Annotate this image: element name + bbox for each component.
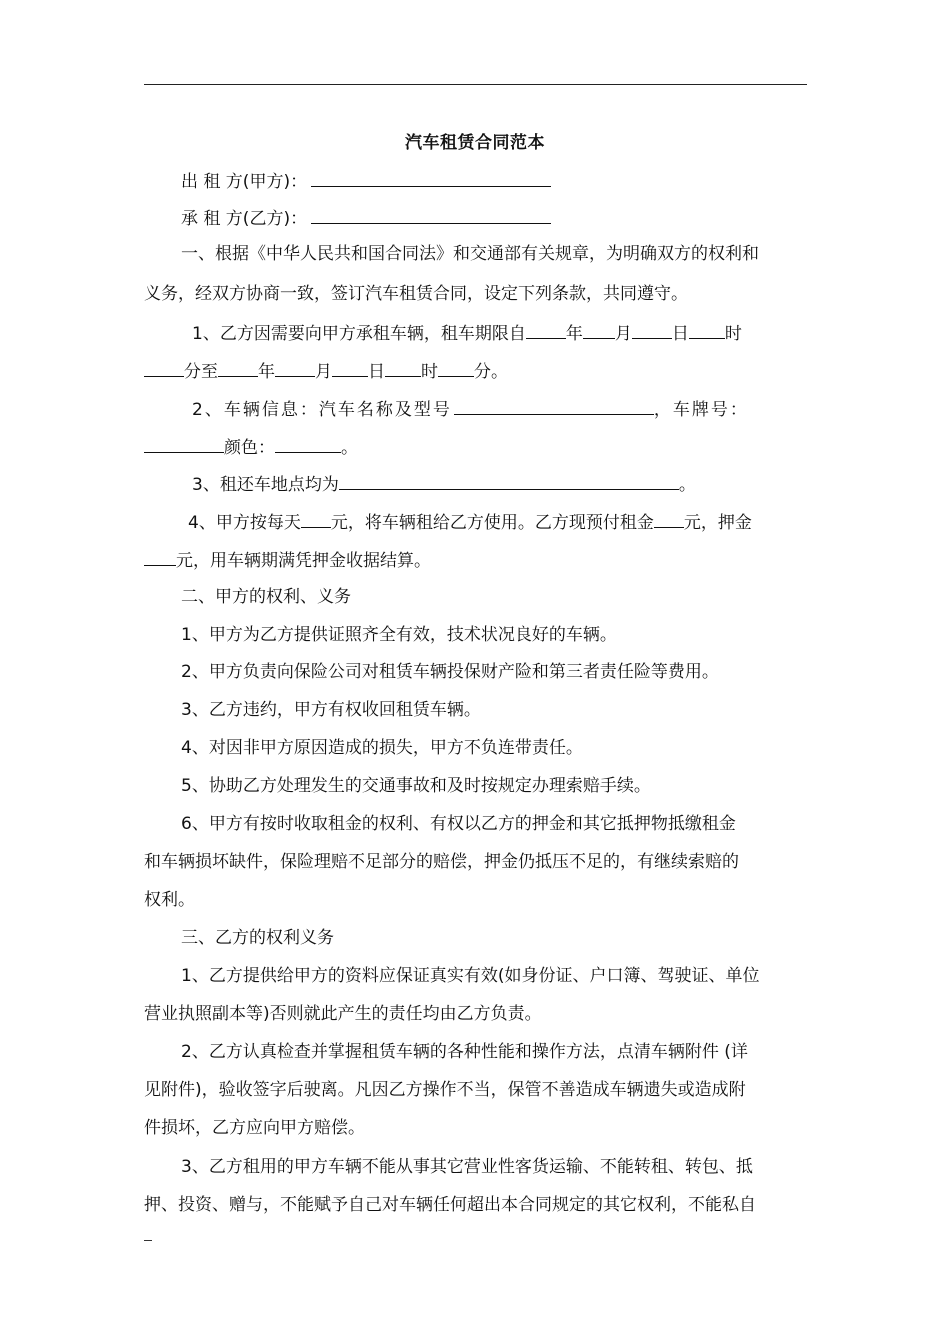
location-blank — [339, 471, 679, 490]
plate-label: ，车牌号： — [653, 400, 749, 420]
lessor-line — [181, 168, 844, 194]
lessor-blank — [311, 168, 551, 187]
section2-item-6-line-2: 和车辆损坏缺件，保险理赔不足部分的赔偿，押金仍抵压不足的，有继续索赔的 — [144, 852, 739, 872]
clause2-text: 2、车辆信息：汽车名称及型号 — [192, 400, 452, 420]
clause3-end: 。 — [678, 475, 696, 495]
end-month-label: 月 — [315, 362, 332, 382]
end-day-label: 日 — [368, 362, 385, 382]
end-year-label: 年 — [258, 362, 275, 382]
footer-mark — [144, 1240, 152, 1241]
section3-item-2-line-3: 件损坏，乙方应向甲方赔偿。 — [144, 1118, 365, 1138]
section2-item-4: 4、对因非甲方原因造成的损失，甲方不负连带责任。 — [181, 738, 583, 758]
section3-item-3-line-2: 押、投资、赠与，不能赋予自己对车辆任何超出本合同规定的其它权利，不能私自 — [144, 1195, 756, 1215]
start-day-blank — [632, 320, 672, 339]
document-title: 汽车租赁合同范本 — [405, 133, 545, 153]
section2-item-1: 1、甲方为乙方提供证照齐全有效，技术状况良好的车辆。 — [181, 625, 617, 645]
section2-item-5: 5、协助乙方处理发生的交通事故和及时按规定办理索赔手续。 — [181, 776, 651, 796]
section2-heading: 二、甲方的权利、义务 — [181, 587, 351, 607]
section2-item-2: 2、甲方负责向保险公司对租赁车辆投保财产险和第三者责任险等费用。 — [181, 662, 719, 682]
end-day-blank — [332, 358, 368, 377]
clause4-text-2: 元，将车辆租给乙方使用。乙方现预付租金 — [330, 513, 654, 533]
clause4-text-1: 4、甲方按每天 — [188, 513, 301, 533]
section3-item-2-line-2: 见附件)，验收签字后驶离。凡因乙方操作不当，保管不善造成车辆遗失或造成附 — [144, 1080, 746, 1100]
clause4-text-3: 元，押金 — [683, 513, 752, 533]
model-blank — [454, 396, 654, 415]
year-label: 年 — [565, 324, 583, 344]
prepaid-rent-blank — [654, 509, 684, 528]
to-label: 分至 — [184, 362, 218, 382]
lessee-blank — [311, 205, 551, 224]
deposit-blank — [144, 547, 176, 566]
start-minute-blank — [144, 358, 184, 377]
end-hour-label: 时 — [421, 362, 438, 382]
clause2-line-2 — [144, 434, 807, 460]
plate-blank — [144, 434, 224, 453]
end-minute-blank — [438, 358, 474, 377]
section3-item-1-line-2: 营业执照副本等)否则就此产生的责任均由乙方负责。 — [144, 1004, 542, 1024]
start-year-blank — [526, 320, 566, 339]
end-minute-label: 分。 — [474, 362, 508, 382]
section3-item-2-line-1: 2、乙方认真检查并掌握租赁车辆的各种性能和操作方法，点清车辆附件 (详 — [181, 1042, 748, 1062]
month-label: 月 — [614, 324, 632, 344]
intro-line-1: 一、根据《中华人民共和国合同法》和交通部有关规章，为明确双方的权利和 — [181, 244, 759, 264]
clause3-line — [192, 471, 855, 497]
color-label: 颜色： — [224, 438, 275, 458]
clause1-text: 1、乙方因需要向甲方承租车辆，租车期限自 — [192, 324, 526, 344]
header-rule — [144, 84, 807, 85]
clause2-end: 。 — [341, 438, 358, 458]
start-hour-blank — [689, 320, 725, 339]
end-month-blank — [275, 358, 315, 377]
section2-item-3: 3、乙方违约，甲方有权收回租赁车辆。 — [181, 700, 481, 720]
clause1-line-1 — [192, 320, 807, 346]
section3-item-3-line-1: 3、乙方租用的甲方车辆不能从事其它营业性客货运输、不能转租、转包、抵 — [181, 1157, 753, 1177]
start-month-blank — [583, 320, 615, 339]
daily-rent-blank — [301, 509, 331, 528]
section3-item-1-line-1: 1、乙方提供给甲方的资料应保证真实有效(如身份证、户口簿、驾驶证、单位 — [181, 966, 760, 986]
clause3-text: 3、租还车地点均为 — [192, 475, 339, 495]
end-hour-blank — [385, 358, 421, 377]
clause2-line-1 — [192, 396, 807, 422]
color-blank — [275, 434, 341, 453]
lessee-line — [181, 205, 844, 231]
intro-line-2: 义务，经双方协商一致，签订汽车租赁合同，设定下列条款，共同遵守。 — [144, 284, 688, 304]
day-label: 日 — [671, 324, 689, 344]
lessee-label: 承 租 方(乙方)： — [181, 209, 308, 229]
section2-item-6-line-3: 权利。 — [144, 890, 195, 910]
lessor-label: 出 租 方(甲方)： — [181, 172, 308, 192]
hour-label: 时 — [724, 324, 742, 344]
clause4-line-1 — [188, 509, 807, 535]
section3-heading: 三、乙方的权利义务 — [181, 928, 334, 948]
clause1-line-2 — [144, 358, 807, 384]
end-year-blank — [218, 358, 258, 377]
clause4-text-4: 元，用车辆期满凭押金收据结算。 — [176, 551, 431, 571]
clause4-line-2 — [144, 547, 807, 573]
section2-item-6-line-1: 6、甲方有按时收取租金的权利、有权以乙方的押金和其它抵押物抵缴租金 — [181, 814, 736, 834]
